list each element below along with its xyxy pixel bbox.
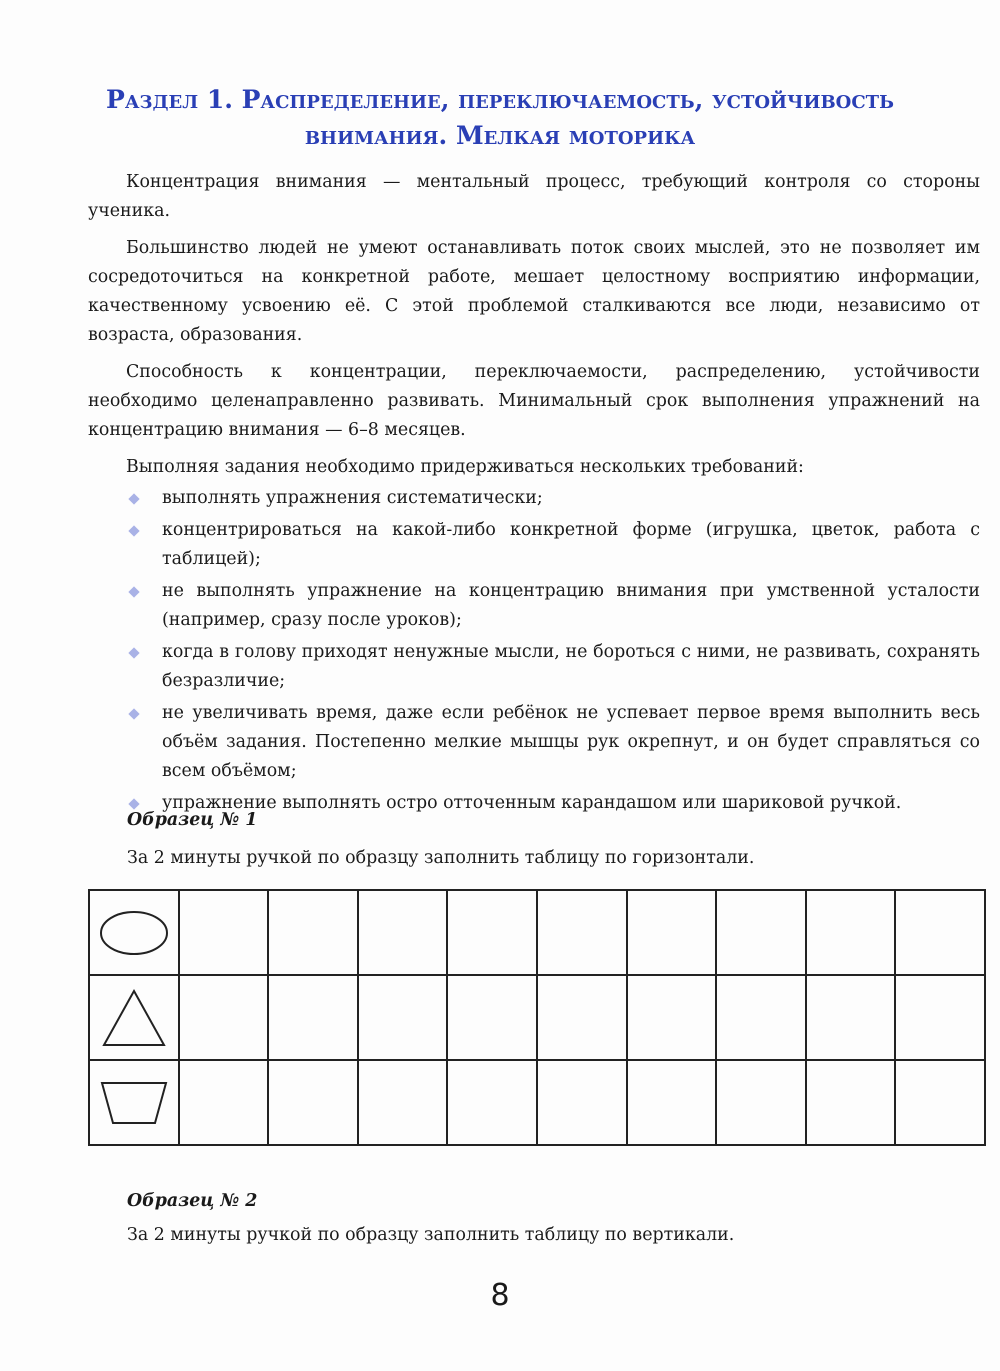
grid-cell[interactable] xyxy=(627,1060,717,1145)
section-title xyxy=(80,82,920,154)
grid-cell[interactable] xyxy=(268,975,358,1060)
list-item-text: упражнение выполнять остро отточенным карандашом или шариковой ручкой. xyxy=(162,793,902,813)
triangle-icon xyxy=(101,988,167,1048)
diamond-bullet-icon xyxy=(128,586,139,597)
paragraph-3: Способность к концентрации, переключаемости, распределению, устойчивости необходимо целенаправленно развивать. Минимальный срок выполнения упражнений на концентрацию внимания — 6–8 месяцев. xyxy=(88,362,980,440)
grid-cell[interactable] xyxy=(895,1060,985,1145)
page-number: 8 xyxy=(490,1278,510,1313)
grid-cell[interactable] xyxy=(716,975,806,1060)
grid-cell-sample xyxy=(89,975,179,1060)
diamond-bullet-icon xyxy=(128,798,139,809)
list-item-text: выполнять упражнения систематически; xyxy=(162,488,543,508)
paragraph-2: Большинство людей не умеют останавливать поток своих мыслей, это не позволяет им сосредоточиться на конкретной работе, мешает целостному восприятию информации, качественному усвоению её. С этой проблемой сталкиваются все люди, независимо от возраста, образования. xyxy=(88,238,980,345)
section-title-line-2: внимания. Мелкая моторика xyxy=(304,121,696,150)
sample-1-instruction: За 2 минуты ручкой по образцу заполнить таблицу по горизонтали. xyxy=(127,848,755,868)
grid-cell[interactable] xyxy=(537,890,627,975)
requirements-list xyxy=(88,484,980,818)
grid-cell[interactable] xyxy=(627,890,717,975)
sample-1-title: Образец № 1 xyxy=(127,810,258,830)
grid-cell[interactable] xyxy=(179,975,269,1060)
paragraph-4: Выполняя задания необходимо придерживаться нескольких требований: xyxy=(126,457,804,477)
diamond-bullet-icon xyxy=(128,647,139,658)
grid-cell[interactable] xyxy=(447,975,537,1060)
grid-cell[interactable] xyxy=(537,975,627,1060)
grid-cell[interactable] xyxy=(806,975,896,1060)
grid-cell[interactable] xyxy=(895,890,985,975)
grid-cell[interactable] xyxy=(716,890,806,975)
list-item xyxy=(162,638,980,696)
grid-cell[interactable] xyxy=(806,890,896,975)
grid-row-trapezoid xyxy=(89,1060,985,1145)
ellipse-icon xyxy=(98,909,170,957)
grid-cell[interactable] xyxy=(447,1060,537,1145)
list-item xyxy=(162,577,980,635)
grid-cell[interactable] xyxy=(358,975,448,1060)
trapezoid-icon xyxy=(99,1080,169,1126)
grid-cell[interactable] xyxy=(358,1060,448,1145)
grid-cell[interactable] xyxy=(268,1060,358,1145)
list-item-text: когда в голову приходят ненужные мысли, не бороться с ними, не развивать, сохранять безразличие; xyxy=(162,642,980,691)
grid-cell-sample xyxy=(89,1060,179,1145)
diamond-bullet-icon xyxy=(128,525,139,536)
grid-cell[interactable] xyxy=(268,890,358,975)
list-item-text: концентрироваться на какой-либо конкретной форме (игрушка, цветок, работа с таблицей); xyxy=(162,520,980,569)
sample-1-grid xyxy=(88,889,986,1146)
grid-cell[interactable] xyxy=(179,1060,269,1145)
list-item-text: не выполнять упражнение на концентрацию внимания при умственной усталости (например, сразу после уроков); xyxy=(162,581,980,630)
list-item-text: не увеличивать время, даже если ребёнок не успевает первое время выполнить весь объём задания. Постепенно мелкие мышцы рук окрепнут, и он будет справляться со всем объёмом; xyxy=(162,703,980,781)
list-item xyxy=(162,699,980,786)
grid-cell-sample xyxy=(89,890,179,975)
grid-row-triangle xyxy=(89,975,985,1060)
sample-2-instruction: За 2 минуты ручкой по образцу заполнить таблицу по вертикали. xyxy=(127,1225,735,1245)
grid-cell[interactable] xyxy=(537,1060,627,1145)
grid-cell[interactable] xyxy=(627,975,717,1060)
diamond-bullet-icon xyxy=(128,493,139,504)
sample-2-title: Образец № 2 xyxy=(127,1191,258,1211)
grid-row-ellipse xyxy=(89,890,985,975)
diamond-bullet-icon xyxy=(128,708,139,719)
paragraph-1: Концентрация внимания — ментальный процесс, требующий контроля со стороны ученика. xyxy=(88,172,980,221)
body-text xyxy=(88,168,980,821)
grid-cell[interactable] xyxy=(358,890,448,975)
grid-cell[interactable] xyxy=(895,975,985,1060)
grid-cell[interactable] xyxy=(806,1060,896,1145)
list-item xyxy=(162,484,980,513)
list-item xyxy=(162,516,980,574)
grid-cell[interactable] xyxy=(716,1060,806,1145)
list-item xyxy=(162,789,980,818)
section-title-line-1: Раздел 1. Распределение, переключаемость, устойчивость xyxy=(106,85,894,114)
grid-cell[interactable] xyxy=(447,890,537,975)
grid-cell[interactable] xyxy=(179,890,269,975)
